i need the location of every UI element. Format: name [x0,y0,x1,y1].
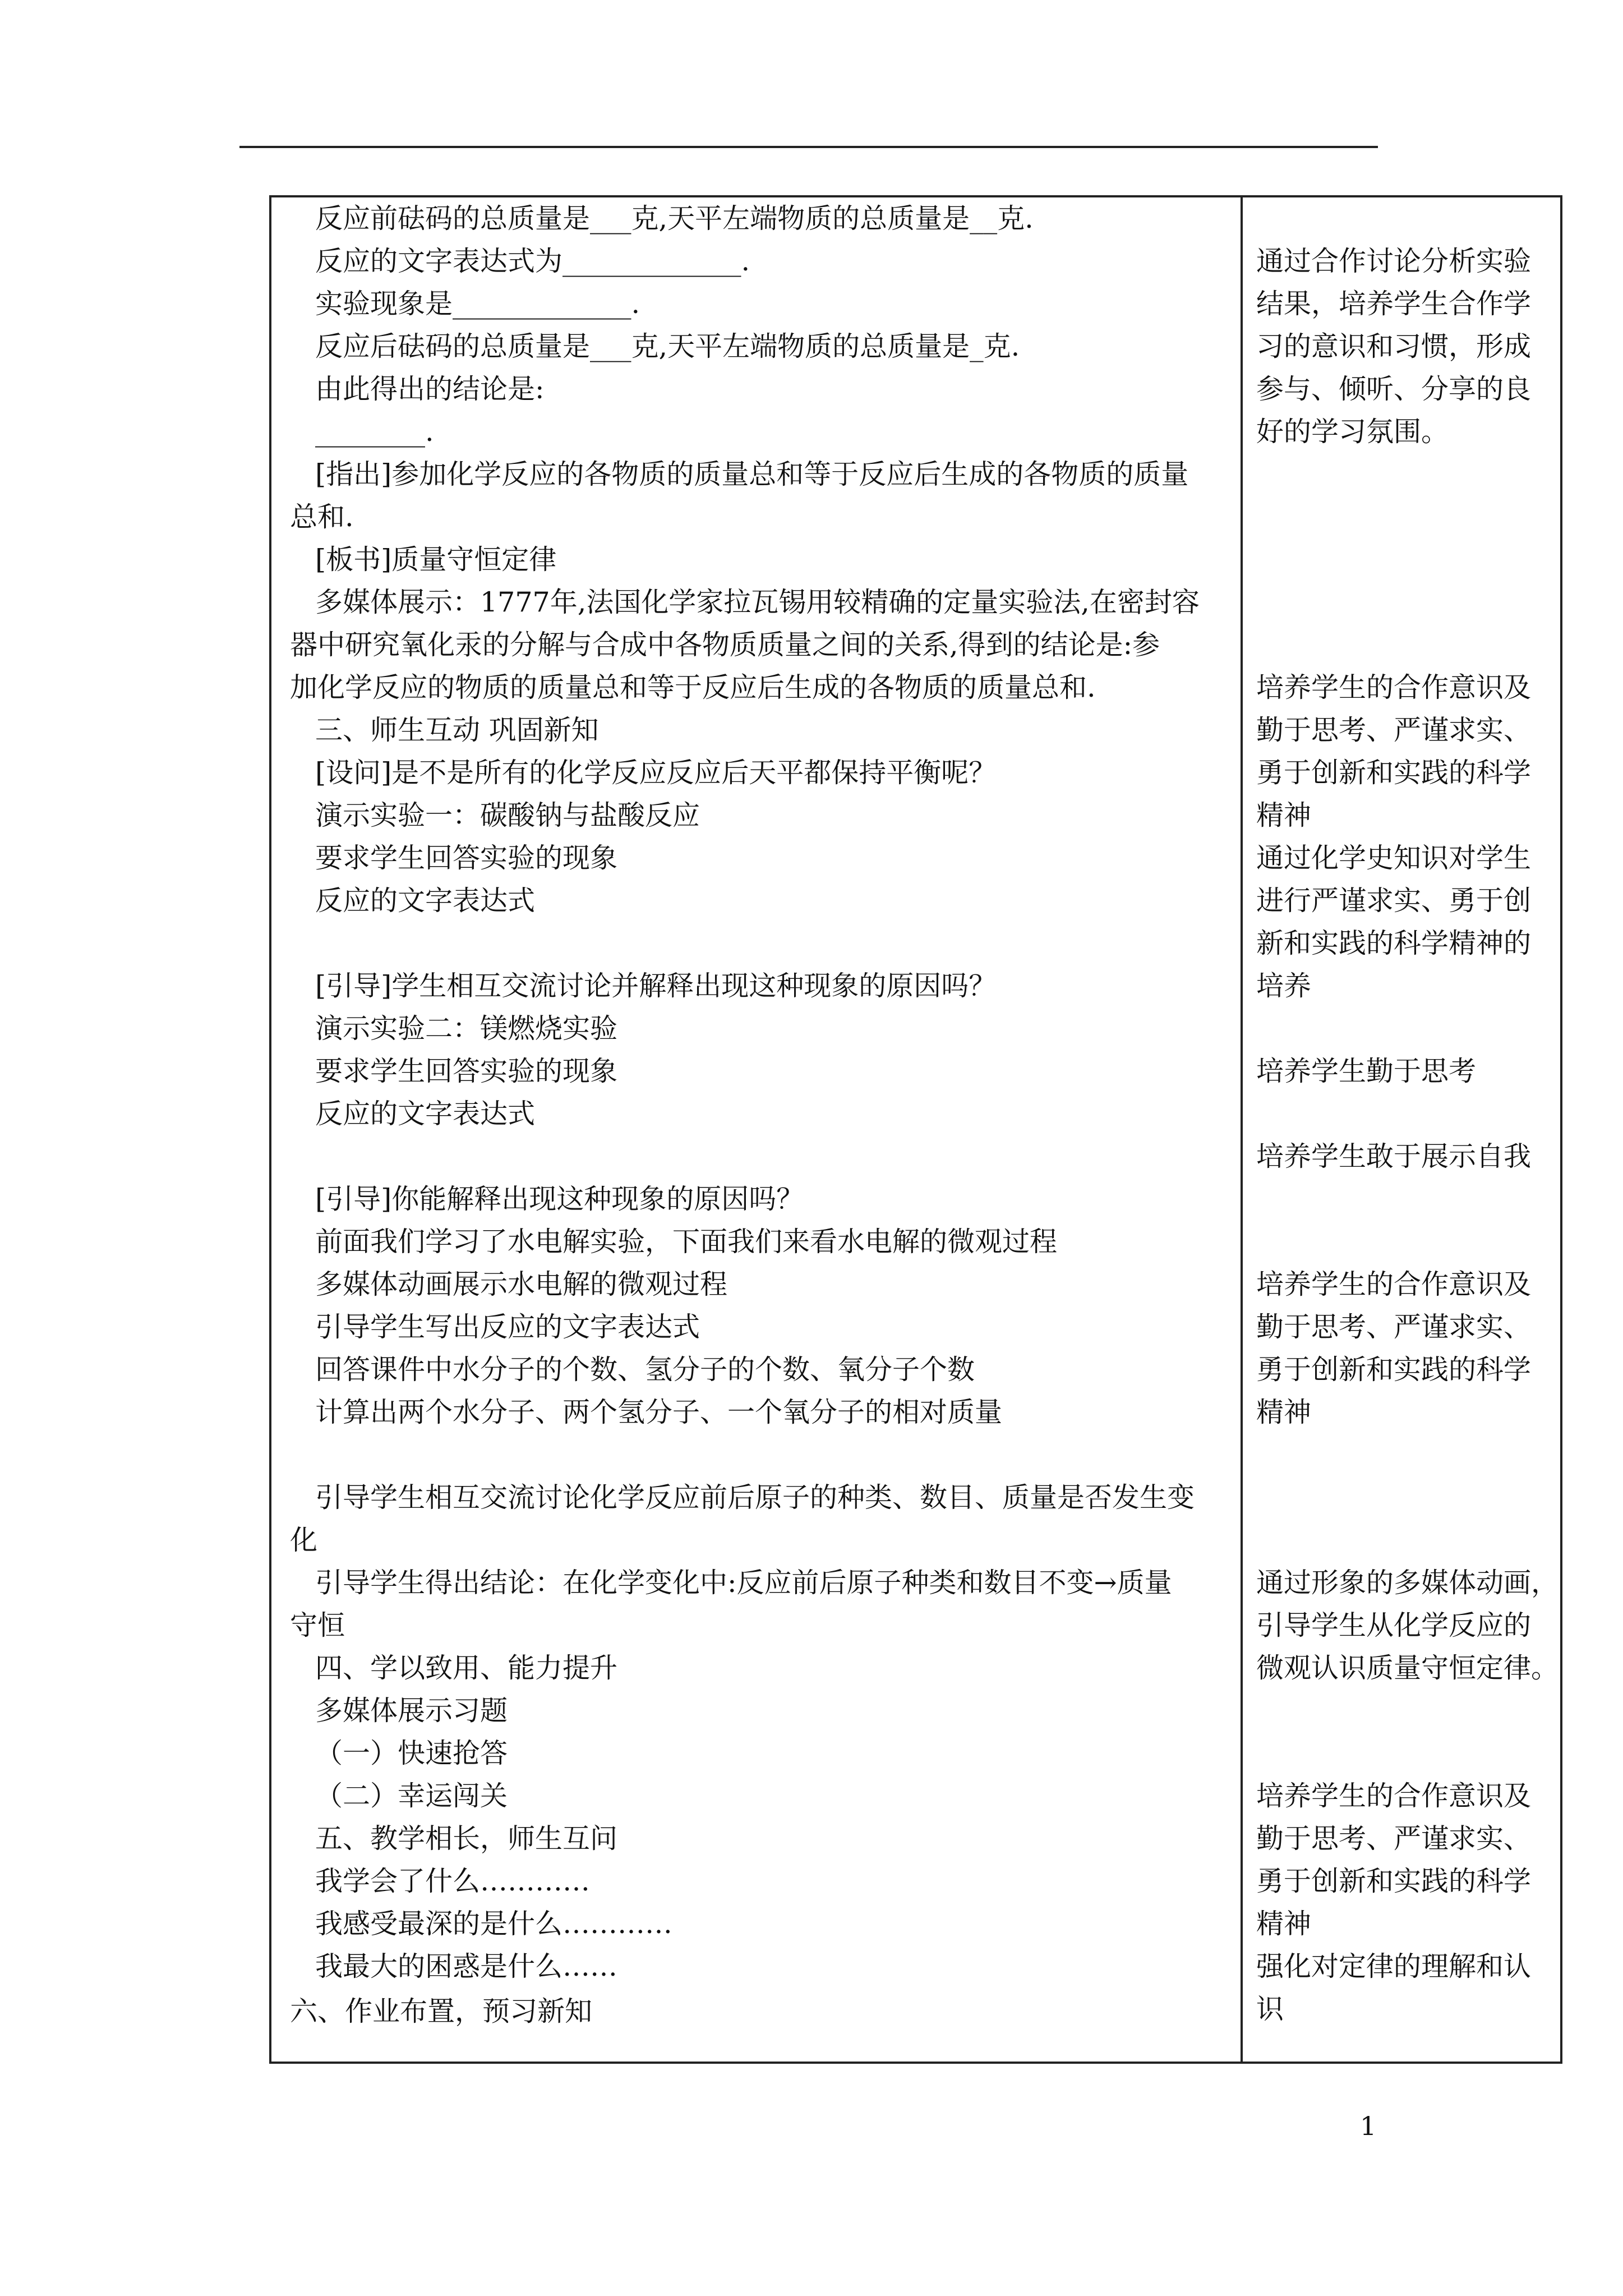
lesson-line: 我最大的困惑是什么…… [315,1950,618,1982]
design-intent-line: 勤于思考、严谨求实、 [1256,1311,1532,1343]
lesson-line: [引导]学生相互交流讨论并解释出现这种现象的原因吗？ [315,970,997,1002]
design-intent-line: 进行严谨求实、勇于创 [1256,885,1532,917]
design-intent-line: 引导学生从化学反应的 [1256,1609,1532,1641]
lesson-line: 实验现象是_____________. [315,288,640,320]
design-intent-line: 强化对定律的理解和认 [1256,1950,1532,1982]
header-rule [239,146,1378,148]
lesson-line: [指出]参加化学反应的各物质的质量总和等于反应后生成的各物质的质量 [315,458,1189,490]
lesson-line: 演示实验一：碳酸钠与盐酸反应 [315,799,700,831]
design-intent-line: 培养学生敢于展示自我 [1256,1140,1532,1172]
lesson-line: 总和. [290,501,354,533]
lesson-line: （一）快速抢答 [315,1737,508,1769]
design-intent-line: 新和实践的科学精神的 [1256,927,1532,959]
lesson-line: 反应后砝码的总质量是___克,天平左端物质的总质量是_克. [315,330,1020,362]
lesson-line: 我学会了什么………… [315,1865,591,1897]
lesson-line: 多媒体展示习题 [315,1695,508,1727]
design-intent-line: 好的学习氛围。 [1256,416,1449,448]
design-intent-line: 精神 [1256,1396,1312,1428]
column-divider [1241,195,1243,2064]
design-intent-line: 勇于创新和实践的科学 [1256,1354,1532,1386]
design-intent-line: 识 [1256,1993,1284,2025]
design-intent-line: 勇于创新和实践的科学 [1256,757,1532,789]
lesson-line: 引导学生得出结论：在化学变化中:反应前后原子种类和数目不变→质量 [315,1567,1172,1599]
design-intent-line: 培养学生勤于思考 [1256,1055,1477,1087]
lesson-line: 计算出两个水分子、两个氢分子、一个氧分子的相对质量 [315,1396,1003,1428]
design-intent-line: 精神 [1256,1908,1312,1940]
design-intent-line: 培养学生的合作意识及 [1256,1268,1532,1300]
lesson-line: 化 [290,1524,318,1556]
lesson-line: 反应前砝码的总质量是___克,天平左端物质的总质量是__克. [315,203,1034,234]
lesson-line: 我感受最深的是什么………… [315,1908,673,1940]
lesson-line: [设问]是不是所有的化学反应反应后天平都保持平衡呢？ [315,757,997,789]
design-intent-line: 参与、倾听、分享的良 [1256,373,1532,405]
lesson-line: 引导学生相互交流讨论化学反应前后原子的种类、数目、质量是否发生变 [315,1481,1195,1513]
lesson-line: 引导学生写出反应的文字表达式 [315,1311,700,1343]
design-intent-line: 微观认识质量守恒定律。 [1256,1652,1559,1684]
design-intent-line: 培养学生的合作意识及 [1256,1780,1532,1812]
lesson-line: 多媒体动画展示水电解的微观过程 [315,1268,728,1300]
lesson-line: 加化学反应的物质的质量总和等于反应后生成的各物质的质量总和. [290,671,1096,703]
lesson-line: 反应的文字表达式为_____________. [315,245,750,277]
design-intent-column [1256,197,1559,2060]
lesson-line: 由此得出的结论是: [315,373,545,405]
lesson-line: 演示实验二：镁燃烧实验 [315,1013,618,1045]
lesson-line: 守恒 [290,1609,345,1641]
lesson-line: 反应的文字表达式 [315,1098,536,1130]
lesson-line: 四、学以致用、能力提升 [315,1652,618,1684]
lesson-line: 三、师生互动 巩固新知 [315,714,599,746]
lesson-line: 反应的文字表达式 [315,885,536,917]
design-intent-line: 结果，培养学生合作学 [1256,288,1532,320]
design-intent-line: 通过合作讨论分析实验 [1256,245,1532,277]
page-number: 1 [1360,2111,1377,2141]
lesson-line: 前面我们学习了水电解实验，下面我们来看水电解的微观过程 [315,1226,1058,1258]
design-intent-line: 习的意识和习惯，形成 [1256,330,1532,362]
lesson-line: 回答课件中水分子的个数、氢分子的个数、氧分子个数 [315,1354,975,1386]
design-intent-line: 精神 [1256,799,1312,831]
lesson-line: （二）幸运闯关 [315,1780,508,1812]
design-intent-line: 通过形象的多媒体动画， [1256,1567,1559,1599]
design-intent-line: 勇于创新和实践的科学 [1256,1865,1532,1897]
lesson-line: 要求学生回答实验的现象 [315,1055,618,1087]
lesson-line: 要求学生回答实验的现象 [315,842,618,874]
design-intent-line: 培养 [1256,970,1312,1002]
lesson-line: [板书]质量守恒定律 [315,544,557,576]
design-intent-line: 培养学生的合作意识及 [1256,671,1532,703]
design-intent-line: 通过化学史知识对学生 [1256,842,1532,874]
lesson-line: 多媒体展示：1777年,法国化学家拉瓦锡用较精确的定量实验法,在密封容 [315,586,1200,618]
lesson-content-column [290,197,1232,2060]
design-intent-line: 勤于思考、严谨求实、 [1256,1823,1532,1855]
lesson-line: 六、作业布置，预习新知 [290,1995,593,2027]
lesson-line: ________. [315,416,434,448]
lesson-line: 器中研究氧化汞的分解与合成中各物质质量之间的关系,得到的结论是:参 [290,629,1160,661]
lesson-line: 五、教学相长，师生互问 [315,1823,618,1855]
lesson-line: [引导]你能解释出现这种现象的原因吗？ [315,1183,804,1215]
design-intent-line: 勤于思考、严谨求实、 [1256,714,1532,746]
